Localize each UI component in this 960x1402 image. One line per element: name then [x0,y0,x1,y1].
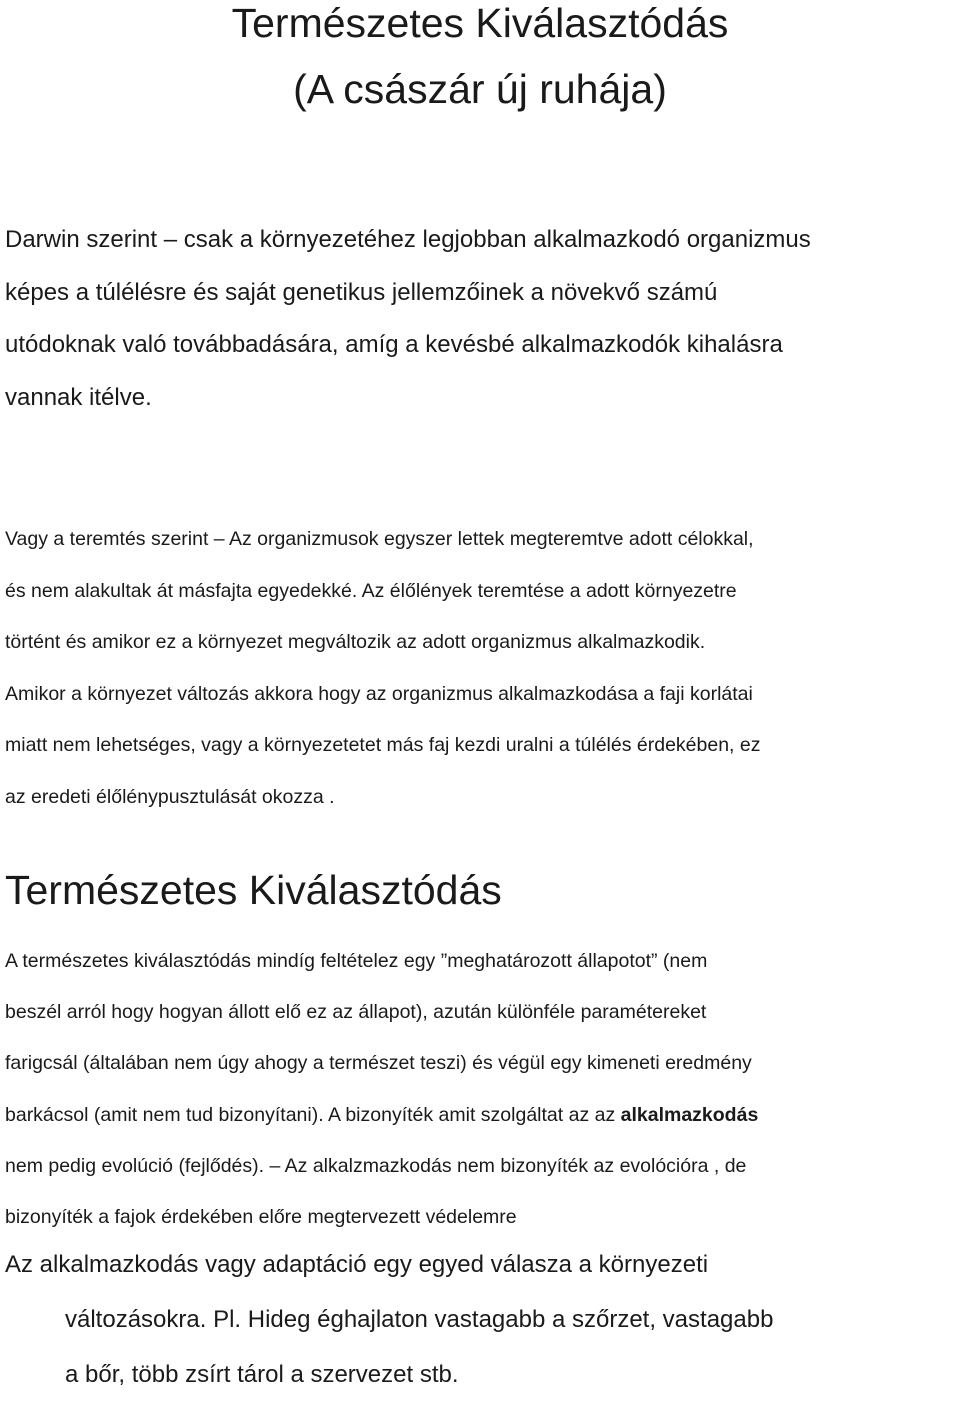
paragraph-creation [5,514,960,823]
paragraph-line: Amikor a környezet változás akkora hogy az organizmus alkalmazkodása a faji korlátai [5,682,753,705]
paragraph-line: bizonyíték a fajok érdekében előre megtervezett védelemre [5,1206,517,1229]
paragraph-line: Vagy a teremtés szerint – Az organizmusok egyszer lettek megteremtve adott célokkal, [5,528,754,550]
paragraph-natural-selection [5,936,960,1243]
document-subtitle: (A császár új ruhája) [293,66,667,112]
paragraph-line: A természetes kiválasztódás mindíg feltételez egy ”meghatározott állapotot” (nem [5,950,708,972]
paragraph-line: történt és amikor ez a környezet megváltozik az adott organizmus alkalmazkodik. [5,631,706,653]
paragraph-line: képes a túlélésre és saját genetikus jellemzőinek a növekvő számú [5,278,718,306]
document-title: Természetes Kiválasztódás [231,0,729,46]
paragraph-line: Darwin szerint – csak a környezetéhez legjobban alkalmazkodó organizmus [5,226,811,253]
paragraph-line: miatt nem lehetséges, vagy a környezetetet más faj kezdi uralni a túlélés érdekében, ez [5,734,761,756]
paragraph-darwin [5,214,960,424]
paragraph-text: barkácsol (amit nem tud bizonyítani). A bizonyíték amit szolgáltat az az [5,1103,621,1126]
paragraph-line: beszél arról hogy hogyan állott elő ez az állapot), azután különféle paramétereket [5,1001,707,1024]
paragraph-line: és nem alakultak át másfajta egyedekké. Az élőlények teremtése a adott környezetre [5,579,737,602]
paragraph-line-indented: a bőr, több zsírt tárol a szervezet stb. [65,1361,459,1388]
bold-term: alkalmazkodás [620,1103,759,1126]
paragraph-line [5,1104,758,1126]
paragraph-line: farigcsál (általában nem úgy ahogy a természet teszi) és végül egy kimeneti eredmény [5,1052,752,1075]
paragraph-line: Az alkalmazkodás vagy adaptáció egy egyed válasza a környezeti [5,1251,709,1278]
section-heading: Természetes Kiválasztódás [5,867,502,913]
paragraph-adaptation [5,1237,960,1402]
paragraph-line-indented: változásokra. Pl. Hideg éghajlaton vastagabb a szőrzet, vastagabb [65,1306,774,1333]
paragraph-line: utódoknak való továbbadására, amíg a kevésbé alkalmazkodók kihalásra [5,331,783,358]
paragraph-line: az eredeti élőlénypusztulását okozza . [5,785,335,808]
paragraph-line: vannak itélve. [5,383,152,411]
paragraph-line: nem pedig evolúció (fejlődés). – Az alkalzmazkodás nem bizonyíték az evolócióra , de [5,1154,747,1177]
